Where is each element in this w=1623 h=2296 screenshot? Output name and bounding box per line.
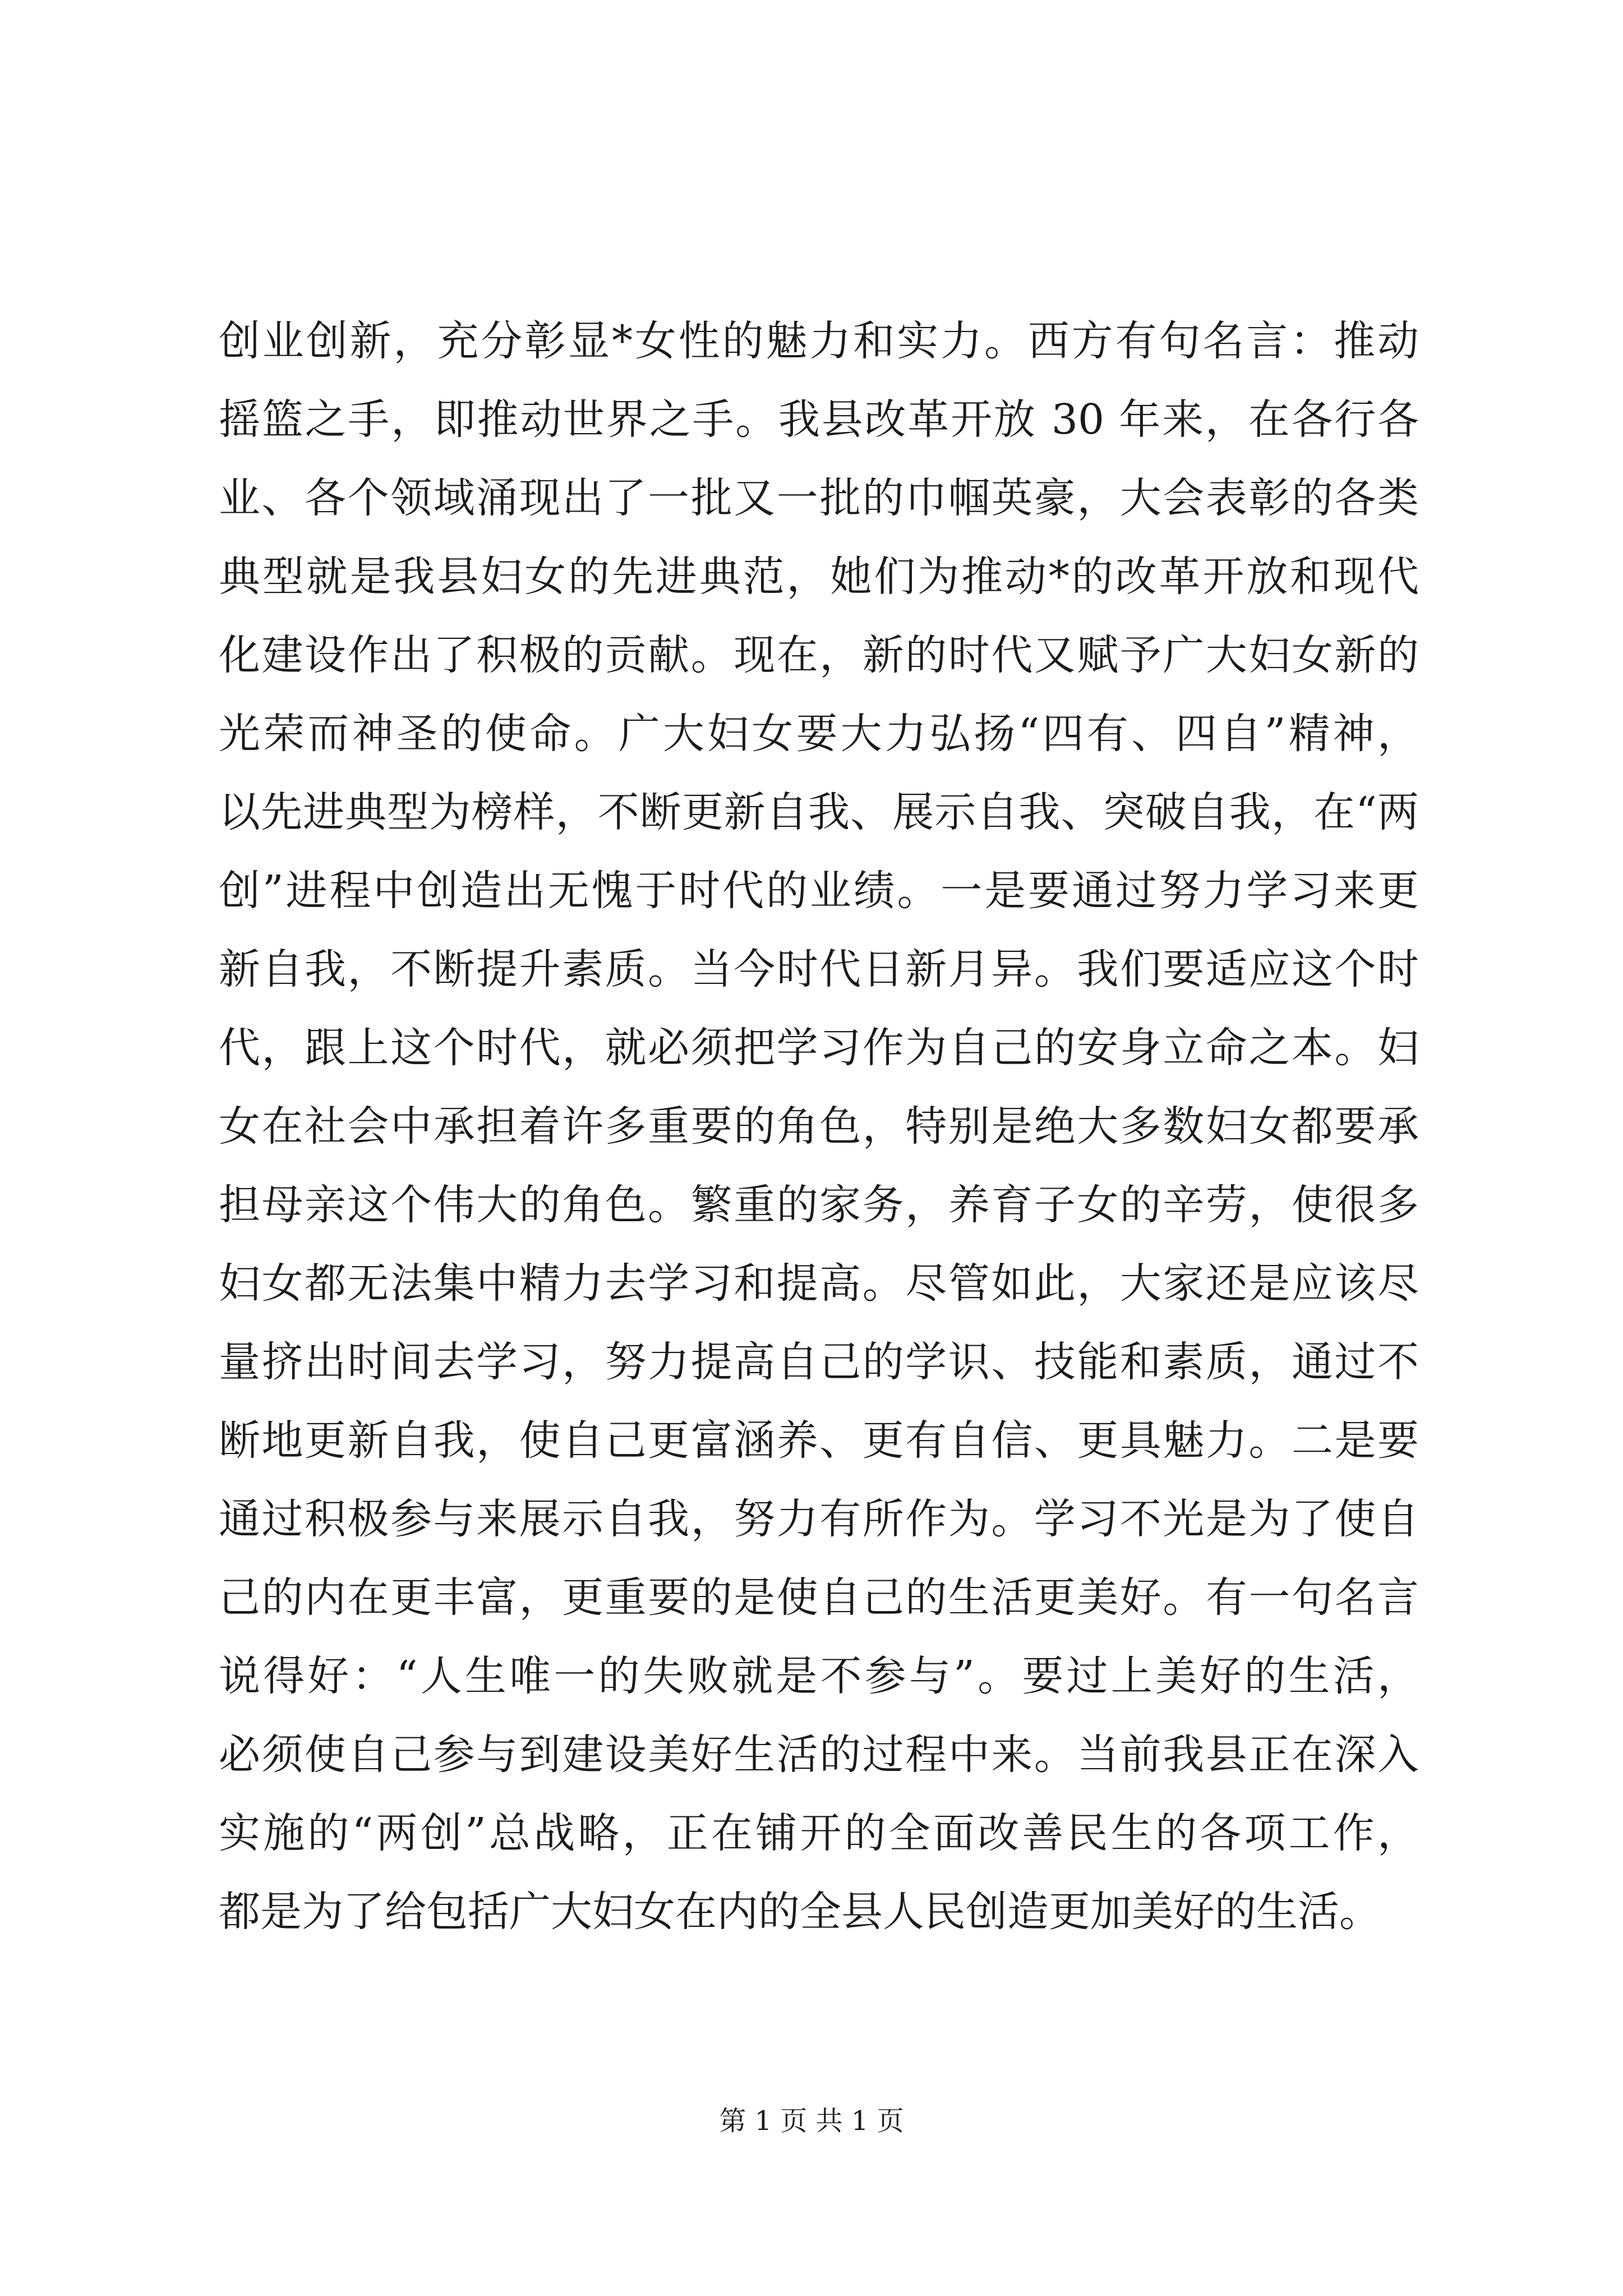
text-line-21: 都是为了给包括广大妇女在内的全县人民创造更加美好的生活。 — [219, 1888, 1381, 1936]
text-line-7: 以先进典型为榜样，不断更新自我、展示自我、突破自我，在“两 — [219, 788, 1419, 836]
text-line-9: 新自我，不断提升素质。当今时代日新月异。我们要适应这个时 — [219, 945, 1419, 993]
text-line-14: 量挤出时间去学习，努力提高自己的学识、技能和素质，通过不 — [219, 1338, 1419, 1386]
text-line-5: 化建设作出了积极的贡献。现在，新的时代又赋予广大妇女新的 — [219, 631, 1419, 679]
text-line-2: 摇篮之手，即推动世界之手。我县改革开放 30 年来，在各行各 — [219, 395, 1419, 444]
text-line-18: 说得好：“人生唯一的失败就是不参与”。要过上美好的生活， — [219, 1652, 1419, 1700]
text-line-10: 代，跟上这个时代，就必须把学习作为自己的安身立命之本。妇 — [219, 1024, 1419, 1072]
text-line-15: 断地更新自我，使自己更富涵养、更有自信、更具魅力。二是要 — [219, 1416, 1419, 1465]
text-line-11: 女在社会中承担着许多重要的角色，特别是绝大多数妇女都要承 — [219, 1102, 1419, 1151]
text-line-17: 己的内在更丰富，更重要的是使自己的生活更美好。有一句名言 — [219, 1573, 1419, 1622]
text-line-6: 光荣而神圣的使命。广大妇女要大力弘扬“四有、四自”精神， — [219, 710, 1419, 758]
text-line-8: 创”进程中创造出无愧于时代的业绩。一是要通过努力学习来更 — [219, 867, 1419, 915]
page-number-footer: 第 1 页 共 1 页 — [719, 2105, 904, 2137]
text-line-1: 创业创新，充分彰显*女性的魅力和实力。西方有句名言：推动 — [219, 317, 1419, 365]
text-line-13: 妇女都无法集中精力去学习和提高。尽管如此，大家还是应该尽 — [219, 1259, 1419, 1308]
text-line-19: 必须使自己参与到建设美好生活的过程中来。当前我县正在深入 — [219, 1731, 1419, 1779]
text-line-4: 典型就是我县妇女的先进典范，她们为推动*的改革开放和现代 — [219, 553, 1419, 601]
text-line-16: 通过积极参与来展示自我，努力有所作为。学习不光是为了使自 — [219, 1495, 1419, 1543]
text-line-12: 担母亲这个伟大的角色。繁重的家务，养育子女的辛劳，使很多 — [219, 1181, 1419, 1229]
body-paragraph — [219, 302, 1419, 1951]
text-line-20: 实施的“两创”总战略，正在铺开的全面改善民生的各项工作， — [219, 1809, 1419, 1857]
text-line-3: 业、各个领域涌现出了一批又一批的巾帼英豪，大会表彰的各类 — [219, 474, 1419, 522]
